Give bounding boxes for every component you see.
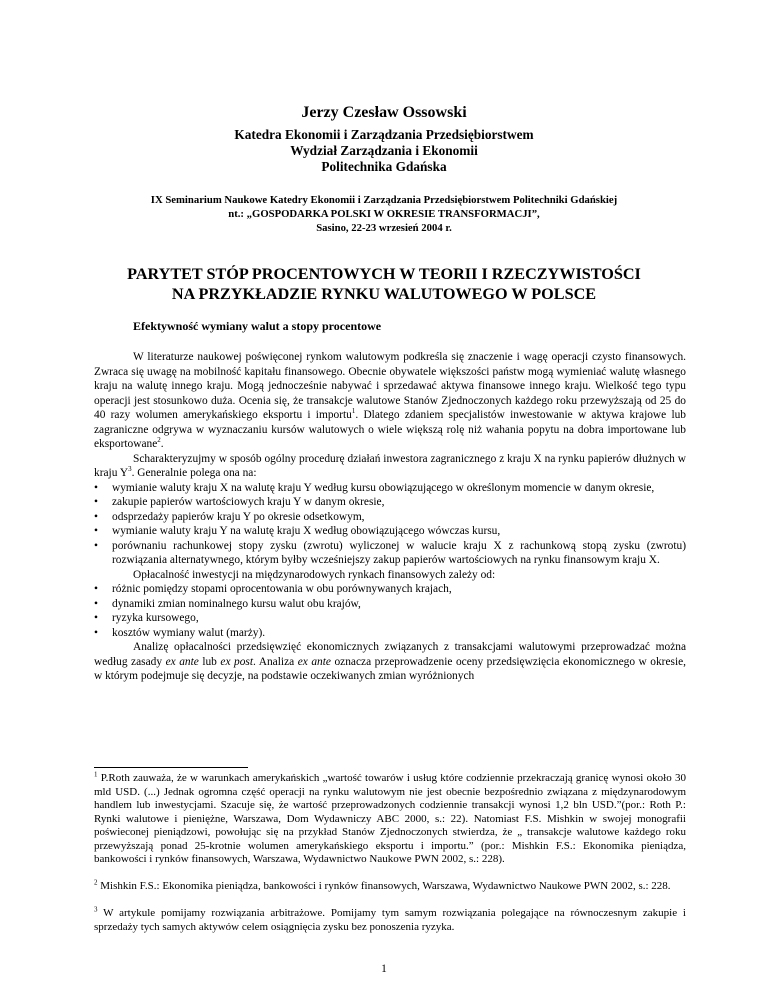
bullet-list [94, 582, 686, 640]
paragraph: Opłacalność inwestycji na międzynarodowych rynkach finansowych zależy od: [133, 568, 496, 581]
list-item: • zakupie papierów wartościowych kraju Y w danym okresie, [94, 495, 686, 510]
footnote-divider [94, 767, 248, 768]
affiliation-department: Katedra Ekonomii i Zarządzania Przedsiębiorstwem [234, 127, 534, 142]
seminar-topic: nt.: „GOSPODARKA POLSKI W OKRESIE TRANSFORMACJI”, [228, 208, 540, 220]
footnote-ref[interactable]: 2 [157, 436, 161, 445]
list-item: • kosztów wymiany walut (marży). [94, 626, 686, 641]
seminar-line: IX Seminarium Naukowe Katedry Ekonomii i Zarządzania Przedsiębiorstwem Politechniki Gdańskiej [150, 194, 618, 206]
list-item: • wymianie waluty kraju Y na walutę kraju X według obowiązującego wówczas kursu, [94, 524, 686, 539]
footnote-ref[interactable]: 1 [351, 407, 356, 416]
footnote-ref[interactable]: 3 [128, 465, 132, 474]
paper-title-line-1: PARYTET STÓP PROCENTOWYCH W TEORII I RZECZYWISTOŚCI [127, 265, 641, 283]
page-number: 1 [381, 963, 387, 975]
paragraph: W literaturze naukowej poświęconej rynkom walutowym podkreśla się znaczenie i wagę operacji czysto finansowych. Zwraca się uwagę na mobilność kapitału finansowego. Obecnie obywatele większości państw mogą wymieniać walutę własnego kraju na walutę innego kraju. Mogą jednocześnie nabywać i sprzedawać aktywa finansowe innego kraju. Wielkość tego typu operacji jest stosunkowo duża. Ocenia się, że transakcje walutowe Stanów Zjednoczonych każdego roku przewyższają od 25 do 40 razy wolumen amerykańskiego eksportu i importu$^1$. Dlatego zdaniem specjalistów inwestowanie w aktywa krajowe lub zagraniczne odgrywa w wyznaczaniu kursów walutowych o wiele większą rolę niż wahania popytu na dobra importowane lub eksportowane$^2$. [94, 351, 686, 450]
affiliation-university: Politechnika Gdańska [321, 159, 447, 174]
body-text [94, 350, 686, 684]
affiliation-faculty: Wydział Zarządzania i Ekonomii [290, 143, 478, 158]
list-item: • odsprzedaży papierów kraju Y po okresie odsetkowym, [94, 510, 686, 525]
bullet-list [94, 481, 686, 568]
list-item: • różnic pomiędzy stopami oprocentowania w obu porównywanych krajach, [94, 582, 686, 597]
list-item: • porównaniu rachunkowej stopy zysku (zwrotu) wyliczonej w walucie kraju X z rachunkową stopą zysku (zwrotu) rozwiązania alternatywnego, którym byłby wcześniejszy zakup papierów wartościowych na rynku finansowym kraju X. [94, 539, 686, 568]
section-heading: Efektywność wymiany walut a stopy procentowe [133, 319, 382, 333]
paragraph: Analizę opłacalności przedsięwzięć ekonomicznych związanych z transakcjami walutowymi przeprowadzać można według zasady ex ante lub ex post. Analiza ex ante oznacza przeprowadzenie oceny przedsięwzięcia ekonomicznego w okresie, w którym podejmuje się decyzje, na podstawie oczekiwanych zmian wyróżnionych [94, 641, 687, 682]
paragraph: Scharakteryzujmy w sposób ogólny procedurę działań inwestora zagranicznego z kraju X na rynku papierów dłużnych w kraju $Y^3$. Generalnie polega ona na: [94, 452, 686, 479]
list-item: • ryzyka kursowego, [94, 611, 686, 626]
seminar-date: Sasino, 22-23 wrzesień 2004 r. [316, 222, 452, 234]
footnote-3: $^3$ W artykule pomijamy rozwiązania arbitrażowe. Pomijamy tym samym rozwiązania polegające na równoczesnym zakupie i sprzedaży tych samych aktywów celem osiągnięcia zysku bez ponoszenia ryzyka. [94, 905, 686, 933]
paper-title-line-2: NA PRZYKŁADZIE RYNKU WALUTOWEGO W POLSCE [171, 285, 597, 303]
list-item: • dynamiki zmian nominalnego kursu walut obu krajów, [94, 597, 686, 612]
list-item: • wymianie waluty kraju X na walutę kraju Y według kursu obowiązującego w określonym momencie w danym okresie, [94, 481, 686, 496]
footnote-2: $^2$ Mishkin F.S.: Ekonomika pieniądza, bankowości i rynków finansowych, Warszawa, Wydawnictwo Naukowe PWN 2002, s.: 228. [94, 878, 671, 892]
footnote-1: $^1$ P.Roth zauważa, że w warunkach amerykańskich „wartość towarów i usług które codziennie przekraczają granicę wynosi około 30 mld USD. (...) Jednak ogromna część operacji na rynku walutowym nie jest obecnie bezpośrednio związana z międzynarodowym handlem lub inwestycjami. Szacuje się, że wartość przeprowadzonych codziennie transakcji wynosi 1,2 bln USD.”(por.: Roth P.: Rynki walutowe i pieniężne, Warszawa, Dom Wydawniczy ABC 2000, s.: 22). Natomiast F.S. Mishkin w swojej monografii poświeconej pieniądzowi, powołując się na przykład Stanów Zjednoczonych stwierdza, że „ transakcje walutowe każdego roku przewyższają ponad 25-krotnie wolumen amerykańskiego eksportu i importu.” (por.: Mishkin F.S.: Ekonomika pieniądza, bankowości i rynków finansowych, Warszawa, Wydawnictwo Naukowe PWN 2002, s.: 228). [94, 770, 686, 865]
author-name: Jerzy Czesław Ossowski [301, 104, 467, 121]
